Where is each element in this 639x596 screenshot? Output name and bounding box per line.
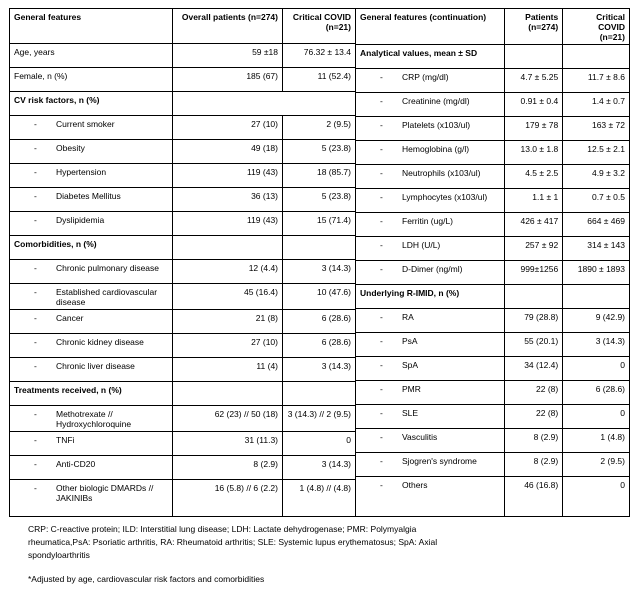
row-label-cell [10,310,172,333]
critical-value: 163 ± 72 [562,117,629,140]
footnote-line: CRP: C-reactive protein; ILD: Interstitial lung disease; LDH: Lactate dehydrogenase; PMR: Polymyalgia [28,524,417,534]
row-label: Analytical values, mean ± SD [360,48,478,58]
row-label-cell [356,405,504,428]
dash-bullet: - [34,215,37,225]
row-label: Current smoker [56,119,115,129]
table-row [356,93,629,117]
left-table-rows [10,44,355,516]
critical-value: 5 (23.8) [282,188,355,211]
row-label: SLE [402,408,419,418]
critical-value: 76.32 ± 13.4 [282,44,355,67]
patients-value: 8 (2.9) [504,453,562,476]
dash-bullet: - [380,240,383,250]
row-label-cell [356,117,504,140]
row-label: Established cardiovascular disease [56,287,158,307]
row-label-cell [356,477,504,516]
dash-bullet: - [380,384,383,394]
critical-value: 11.7 ± 8.6 [562,69,629,92]
dash-bullet: - [34,263,37,273]
dash-bullet: - [34,483,37,493]
row-label-cell [356,141,504,164]
row-label-cell [10,212,172,235]
row-label: TNFi [56,435,75,445]
row-label-cell [10,188,172,211]
right-table-rows [356,45,629,516]
row-label-cell [10,260,172,283]
row-label: Treatments received, n (%) [14,385,122,395]
overall-value [172,92,282,115]
header-line: Patients [525,12,559,22]
row-label: Chronic liver disease [56,361,135,371]
table-row [10,382,355,406]
row-label: Dyslipidemia [56,215,105,225]
row-label: Creatinine (mg/dl) [402,96,470,106]
overall-value: 59 ±18 [172,44,282,67]
critical-value: 3 (14.3) // 2 (9.5) [282,406,355,431]
table-row [356,261,629,285]
row-label: Sjogren's syndrome [402,456,477,466]
dash-bullet: - [380,408,383,418]
row-label: Chronic kidney disease [56,337,144,347]
critical-value: 3 (14.3) [282,358,355,381]
left-table-header-row [10,9,355,44]
dash-bullet: - [380,96,383,106]
critical-value [562,285,629,308]
row-label-cell [10,92,172,115]
dash-bullet: - [380,312,383,322]
header-line: (n=274) [528,22,559,32]
dash-bullet: - [380,432,383,442]
critical-value: 3 (14.3) [282,456,355,479]
right-header-critical-covid [562,9,629,44]
table-row [356,405,629,429]
row-label: Methotrexate // Hydroxychloroquine [56,409,132,429]
table-row [356,165,629,189]
critical-value: 1.4 ± 0.7 [562,93,629,116]
row-label-cell [356,309,504,332]
row-label: Vasculitis [402,432,438,442]
header-line: Overall patients (n=274) [181,12,278,22]
overall-value: 119 (43) [172,164,282,187]
critical-value: 0.7 ± 0.5 [562,189,629,212]
critical-value: 11 (52.4) [282,68,355,91]
table-row [10,358,355,382]
critical-value [282,236,355,259]
dash-bullet: - [34,459,37,469]
critical-value [562,45,629,68]
row-label: Female, n (%) [14,71,68,81]
critical-value: 6 (28.6) [282,310,355,333]
row-label-cell [356,285,504,308]
row-label-cell [10,164,172,187]
critical-value: 0 [282,432,355,455]
patients-value: 8 (2.9) [504,429,562,452]
patients-value: 55 (20.1) [504,333,562,356]
dash-bullet: - [380,144,383,154]
dash-bullet: - [34,435,37,445]
row-label-cell [10,236,172,259]
critical-value: 314 ± 143 [562,237,629,260]
critical-value: 4.9 ± 3.2 [562,165,629,188]
patients-value: 13.0 ± 1.8 [504,141,562,164]
patients-value: 4.5 ± 2.5 [504,165,562,188]
row-label: D-Dimer (ng/ml) [402,264,463,274]
table-row [10,334,355,358]
right-header-general-features-continuation: General features (continuation) [360,12,487,22]
row-label-cell [356,93,504,116]
row-label: Hypertension [56,167,107,177]
table-row [10,212,355,236]
patients-value: 46 (16.8) [504,477,562,516]
critical-value: 0 [562,477,629,516]
row-label: Underlying R-IMID, n (%) [360,288,460,298]
critical-value: 1 (4.8) // (4.8) [282,480,355,516]
table-row [10,456,355,480]
row-label: Lymphocytes (x103/ul) [402,192,488,202]
dash-bullet: - [380,336,383,346]
row-label-cell [10,44,172,67]
dash-bullet: - [380,120,383,130]
patients-value: 79 (28.8) [504,309,562,332]
dash-bullet: - [380,264,383,274]
dash-bullet: - [34,409,37,419]
table-row [356,45,629,69]
left-header-overall-patients [172,9,282,43]
row-label-cell [356,165,504,188]
patients-value [504,285,562,308]
left-table [10,9,355,516]
critical-value: 3 (14.3) [282,260,355,283]
critical-value: 18 (85.7) [282,164,355,187]
left-header-general-features: General features [14,12,82,22]
row-label-cell [356,453,504,476]
dash-bullet: - [34,143,37,153]
critical-value: 664 ± 469 [562,213,629,236]
critical-value: 12.5 ± 2.1 [562,141,629,164]
row-label: Others [402,480,428,490]
patients-value: 426 ± 417 [504,213,562,236]
table-row [10,260,355,284]
table-row [356,453,629,477]
table-row [356,237,629,261]
patients-value [504,45,562,68]
critical-value: 1 (4.8) [562,429,629,452]
critical-value: 3 (14.3) [562,333,629,356]
adjusted-footnote: *Adjusted by age, cardiovascular risk factors and comorbidities [28,574,265,584]
dash-bullet: - [380,216,383,226]
dash-bullet: - [380,456,383,466]
row-label-cell [10,382,172,405]
overall-value: 62 (23) // 50 (18) [172,406,282,431]
header-line: (n=21) [599,32,625,42]
header-line: Critical COVID [292,12,351,22]
overall-value: 45 (16.4) [172,284,282,309]
table-row [356,285,629,309]
critical-value: 2 (9.5) [562,453,629,476]
row-label: RA [402,312,414,322]
row-label: Other biologic DMARDs // JAKINIBs [56,483,154,503]
dash-bullet: - [380,480,383,490]
critical-value: 1890 ± 1893 [562,261,629,284]
row-label-cell [10,334,172,357]
row-label: Cancer [56,313,84,323]
row-label: Diabetes Mellitus [56,191,121,201]
critical-value: 15 (71.4) [282,212,355,235]
row-label-cell [10,406,172,431]
table-row [10,68,355,92]
patients-value: 999±1256 [504,261,562,284]
row-label-cell [10,68,172,91]
critical-value: 5 (23.8) [282,140,355,163]
dash-bullet: - [34,361,37,371]
row-label-cell [10,140,172,163]
table-row [356,117,629,141]
clinical-characteristics-table [9,8,630,517]
abbreviations-footnote [28,523,639,562]
row-label-cell [356,45,504,68]
patients-value: 1.1 ± 1 [504,189,562,212]
dash-bullet: - [380,72,383,82]
overall-value: 36 (13) [172,188,282,211]
row-label: Neutrophils (x103/ul) [402,168,481,178]
table-row [10,164,355,188]
overall-value [172,236,282,259]
dash-bullet: - [34,287,37,297]
critical-value: 2 (9.5) [282,116,355,139]
right-table-header-row [356,9,629,45]
row-label: Chronic pulmonary disease [56,263,159,273]
row-label: Platelets (x103/ul) [402,120,471,130]
critical-value: 6 (28.6) [562,381,629,404]
dash-bullet: - [380,168,383,178]
footnote-line: rheumatica,PsA: Psoriatic arthritis, RA: Rheumatoid arthritis; SLE: Systemic lupus erythematosus; SpA: Axial [28,537,438,547]
table-row [10,236,355,260]
right-header-patients [504,9,562,44]
row-label-cell [10,480,172,516]
table-row [10,188,355,212]
patients-value: 179 ± 78 [504,117,562,140]
critical-value: 0 [562,357,629,380]
patients-value: 4.7 ± 5.25 [504,69,562,92]
overall-value: 12 (4.4) [172,260,282,283]
table-row [10,116,355,140]
critical-value: 9 (42.9) [562,309,629,332]
critical-value: 10 (47.6) [282,284,355,309]
row-label-cell [356,213,504,236]
overall-value: 49 (18) [172,140,282,163]
dash-bullet: - [34,337,37,347]
row-label: PsA [402,336,418,346]
row-label-cell [356,381,504,404]
table-row [10,44,355,68]
footnote-line: spondyloarthritis [28,550,90,560]
table-row [356,477,629,516]
table-row [10,140,355,164]
row-label-cell [10,284,172,309]
row-label: Obesity [56,143,85,153]
overall-value: 27 (10) [172,334,282,357]
row-label-cell [10,358,172,381]
right-table [355,9,629,516]
table-row [10,310,355,334]
row-label-cell [356,237,504,260]
dash-bullet: - [380,192,383,202]
overall-value: 31 (11.3) [172,432,282,455]
table-row [10,92,355,116]
patients-value: 34 (12.4) [504,357,562,380]
overall-value: 11 (4) [172,358,282,381]
row-label: CV risk factors, n (%) [14,95,100,105]
row-label-cell [356,261,504,284]
overall-value: 185 (67) [172,68,282,91]
table-row [356,429,629,453]
overall-value: 27 (10) [172,116,282,139]
table-row [10,480,355,516]
table-row [356,309,629,333]
dash-bullet: - [380,360,383,370]
row-label: PMR [402,384,421,394]
overall-value [172,382,282,405]
row-label: LDH (U/L) [402,240,441,250]
row-label: Comorbidities, n (%) [14,239,97,249]
overall-value: 21 (8) [172,310,282,333]
table-row [356,213,629,237]
row-label-cell [356,357,504,380]
table-row [10,432,355,456]
critical-value [282,92,355,115]
critical-value: 6 (28.6) [282,334,355,357]
patients-value: 0.91 ± 0.4 [504,93,562,116]
overall-value: 8 (2.9) [172,456,282,479]
left-header-critical-covid [282,9,355,43]
row-label-cell [356,429,504,452]
dash-bullet: - [34,119,37,129]
overall-value: 119 (43) [172,212,282,235]
overall-value: 16 (5.8) // 6 (2.2) [172,480,282,516]
dash-bullet: - [34,313,37,323]
table-row [10,284,355,310]
table-row [356,381,629,405]
table-row [356,141,629,165]
dash-bullet: - [34,191,37,201]
row-label: CRP (mg/dl) [402,72,449,82]
patients-value: 22 (8) [504,381,562,404]
table-row [10,406,355,432]
table-row [356,69,629,93]
row-label-cell [10,116,172,139]
table-row [356,357,629,381]
table-row [356,189,629,213]
critical-value [282,382,355,405]
dash-bullet: - [34,167,37,177]
row-label: Age, years [14,47,55,57]
row-label-cell [10,432,172,455]
row-label: SpA [402,360,419,370]
critical-value: 0 [562,405,629,428]
patients-value: 257 ± 92 [504,237,562,260]
row-label-cell [356,189,504,212]
table-row [356,333,629,357]
row-label: Anti-CD20 [56,459,96,469]
row-label-cell [356,333,504,356]
patients-value: 22 (8) [504,405,562,428]
row-label-cell [10,456,172,479]
header-line: (n=21) [325,22,351,32]
row-label-cell [356,69,504,92]
header-line: Critical COVID [596,12,625,32]
row-label: Ferritin (ug/L) [402,216,454,226]
row-label: Hemoglobina (g/l) [402,144,470,154]
